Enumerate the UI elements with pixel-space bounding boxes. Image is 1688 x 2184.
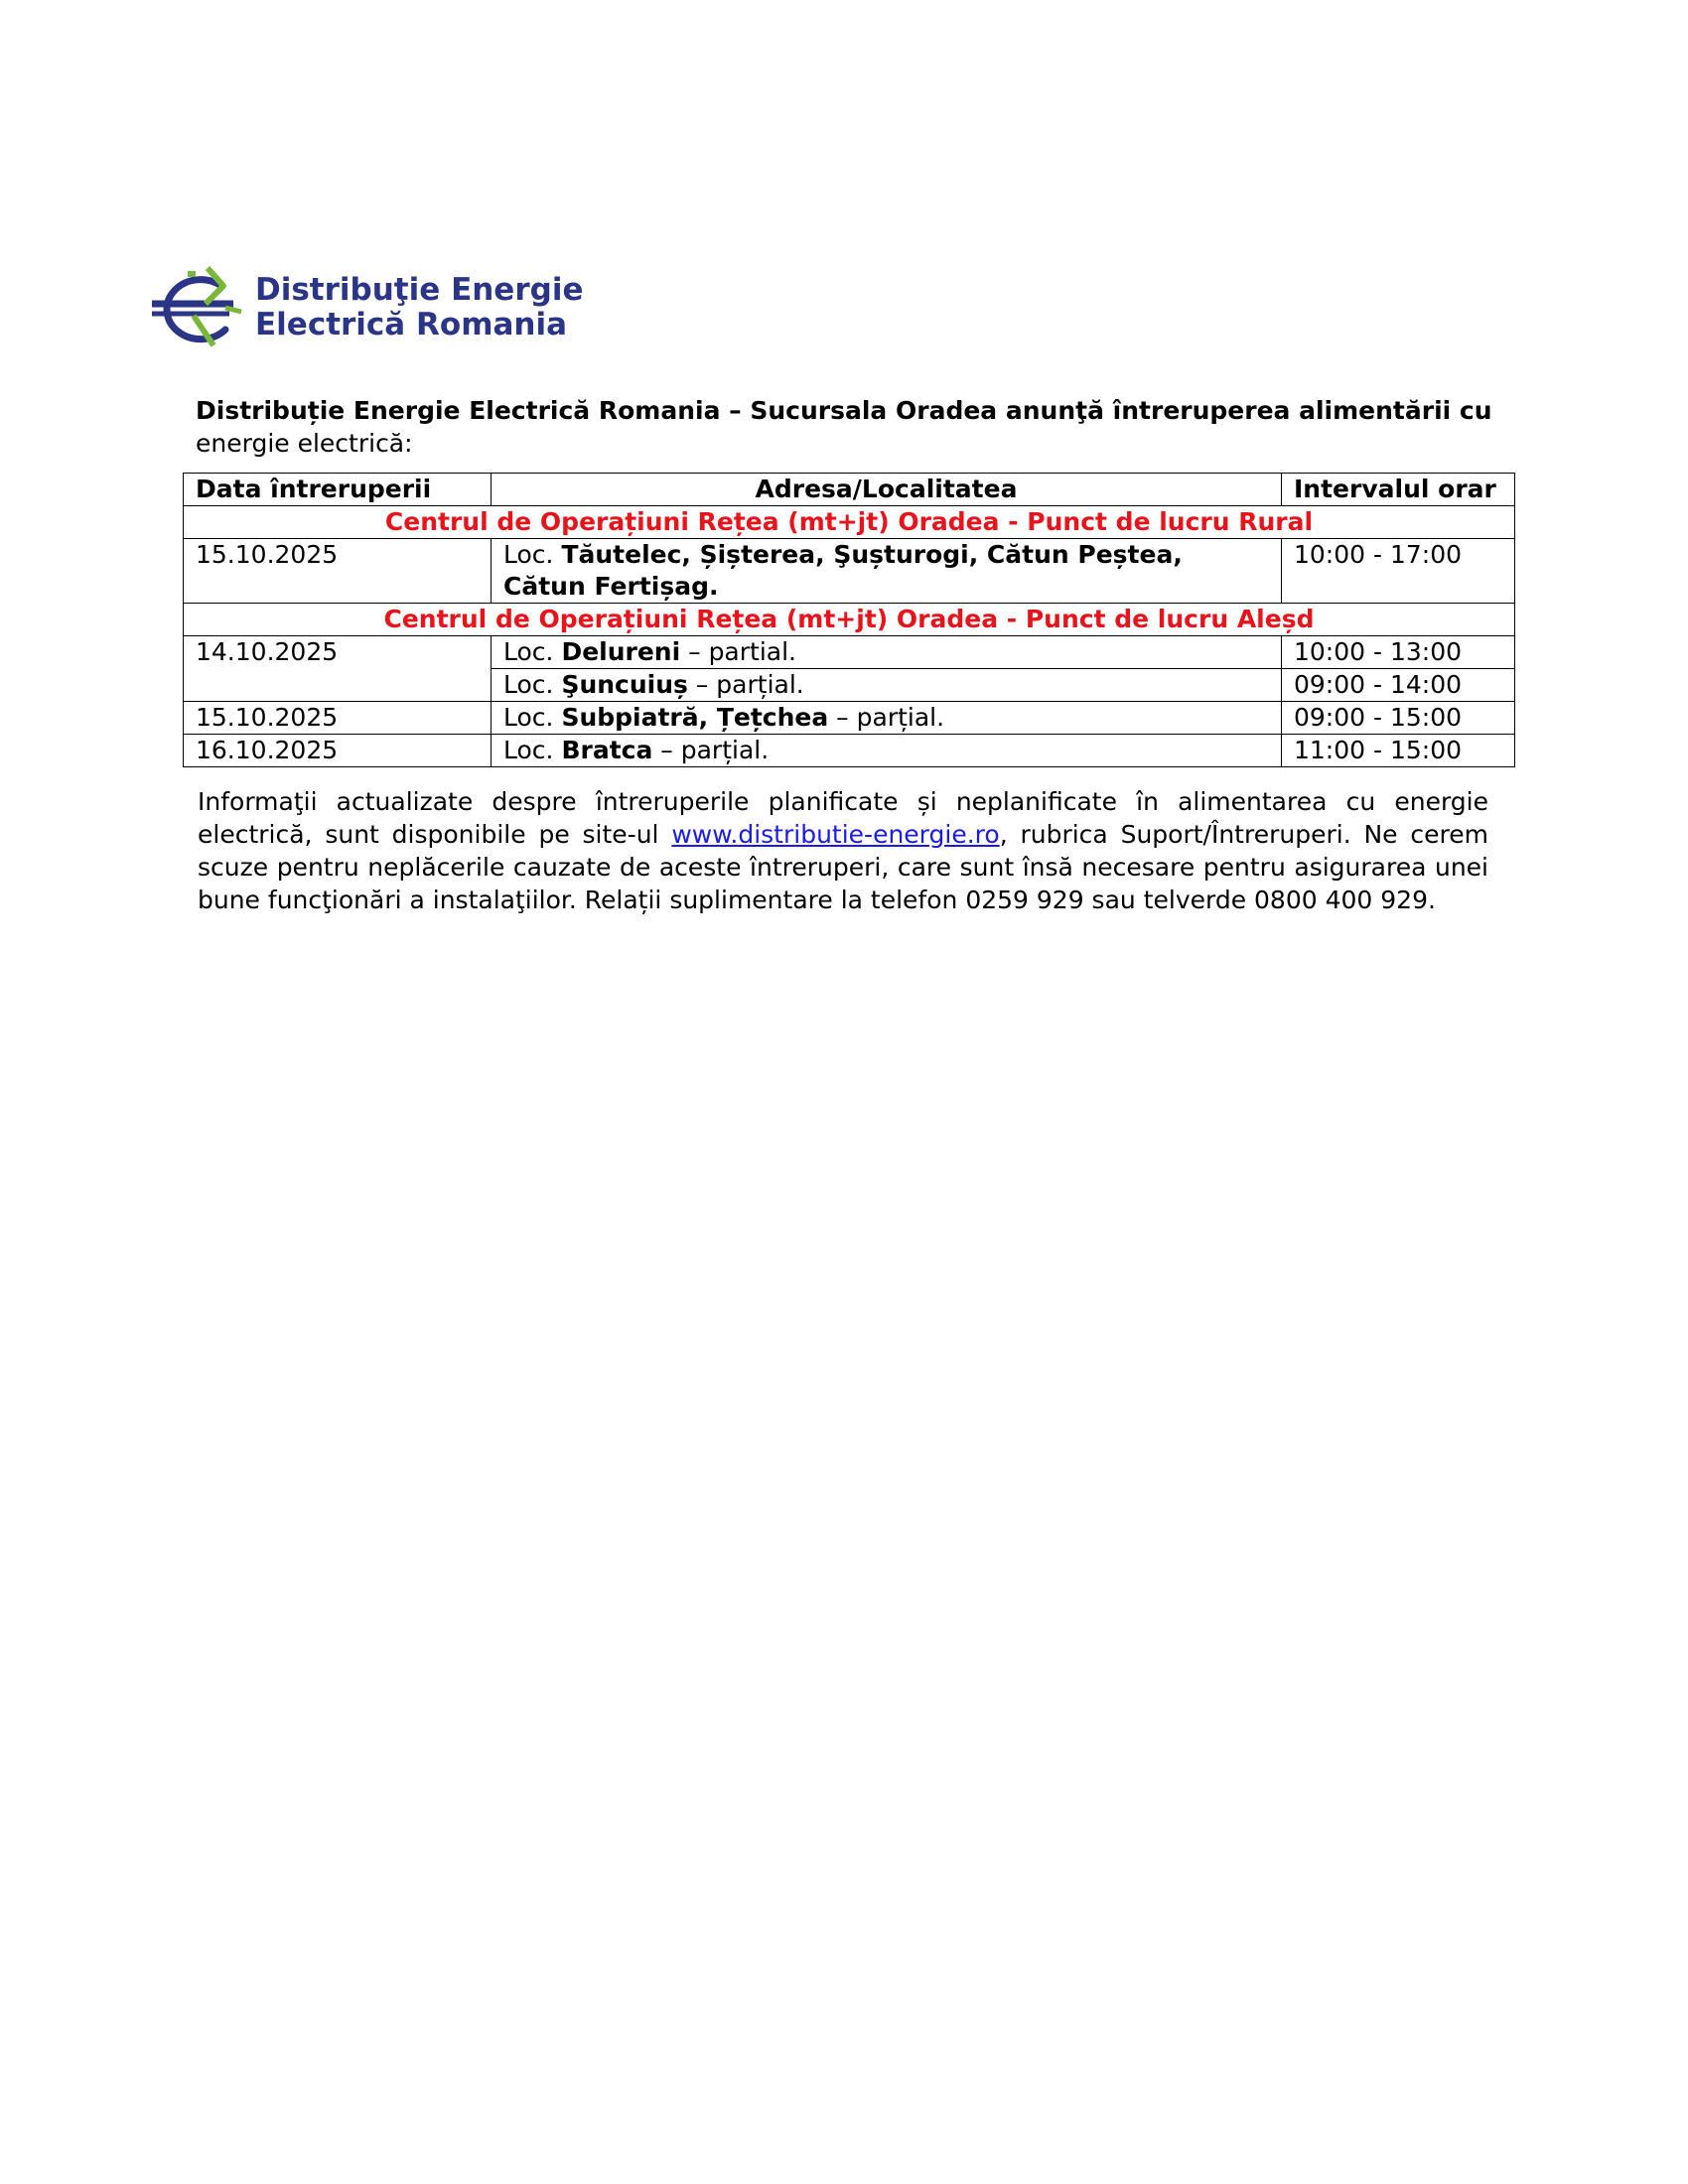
header-address: Adresa/Localitatea — [492, 474, 1282, 506]
info-text-1: Informaţii actualizate despre întreruperile planificate și neplanificate în alimentarea cu energie electrică, sunt disponibile pe site-ul — [198, 787, 1488, 849]
logo-line-2: Electrică Romania — [255, 307, 568, 342]
logo-emblem-icon — [144, 264, 253, 353]
loc-prefix: Loc. — [503, 540, 554, 569]
loc-suffix: – parțial. — [652, 736, 770, 764]
row-date: 16.10.2025 — [184, 735, 492, 767]
intro-text: energie electrică: — [196, 429, 413, 458]
row-date: 15.10.2025 — [184, 539, 492, 604]
header-interval: Intervalul orar — [1282, 474, 1515, 506]
row-interval: 11:00 - 15:00 — [1282, 735, 1515, 767]
row-interval: 09:00 - 14:00 — [1282, 669, 1515, 702]
table-row — [184, 636, 1515, 669]
info-text-2: , rubrica Suport/Întreruperi. Ne cerem scuze pentru neplăcerile cauzate de aceste întreruperi, care sunt însă necesare pentru asigurarea unei bune funcţionări a instalaţiilor. Relații suplimentare la telefon 0259 929 sau telverde 0800 400 929. — [198, 820, 1488, 914]
loc-suffix: – parțial. — [828, 703, 945, 732]
loc-places: Şuncuiuș — [561, 670, 688, 699]
row-date: 15.10.2025 — [184, 702, 492, 735]
section-title: Centrul de Operațiuni Rețea (mt+jt) Oradea - Punct de lucru Rural — [184, 506, 1515, 539]
section-row — [184, 506, 1515, 539]
section-row — [184, 604, 1515, 636]
loc-prefix: Loc. — [503, 670, 554, 699]
row-date: 14.10.2025 — [184, 636, 492, 669]
table-row — [184, 539, 1515, 604]
logo-line-1: Distribuţie Energie — [255, 272, 584, 308]
loc-places: Subpiatră, Țețchea — [561, 703, 829, 732]
section-title: Centrul de Operațiuni Rețea (mt+jt) Oradea - Punct de lucru Aleșd — [184, 604, 1515, 636]
outage-schedule-table — [183, 473, 1515, 767]
table-row — [184, 702, 1515, 735]
row-interval: 10:00 - 17:00 — [1282, 539, 1515, 604]
row-date — [184, 669, 492, 702]
row-interval: 10:00 - 13:00 — [1282, 636, 1515, 669]
row-address — [492, 669, 1282, 702]
loc-places: Bratca — [561, 736, 653, 764]
loc-prefix: Loc. — [503, 736, 554, 764]
announcement-intro — [196, 394, 1506, 460]
table-row — [184, 735, 1515, 767]
row-address — [492, 539, 1282, 604]
company-logo — [144, 264, 584, 353]
header-date: Data întreruperii — [184, 474, 492, 506]
loc-prefix: Loc. — [503, 637, 554, 666]
loc-places: Delureni — [561, 637, 681, 666]
website-link[interactable]: www.distributie-energie.ro — [671, 820, 1000, 849]
loc-places: Tăutelec, Șișterea, Şușturogi, Cătun Peștea, Cătun Fertișag. — [503, 540, 1183, 601]
loc-prefix: Loc. — [503, 703, 554, 732]
row-address — [492, 702, 1282, 735]
row-address — [492, 636, 1282, 669]
row-interval: 09:00 - 15:00 — [1282, 702, 1515, 735]
table-row — [184, 669, 1515, 702]
loc-suffix: – parțial. — [687, 670, 804, 699]
row-address — [492, 735, 1282, 767]
info-paragraph — [198, 785, 1488, 916]
loc-suffix: – partial. — [680, 637, 796, 666]
table-header-row — [184, 474, 1515, 506]
intro-bold-text: Distribuție Energie Electrică Romania – Sucursala Oradea anunţă întreruperea alimentării cu — [196, 396, 1492, 425]
